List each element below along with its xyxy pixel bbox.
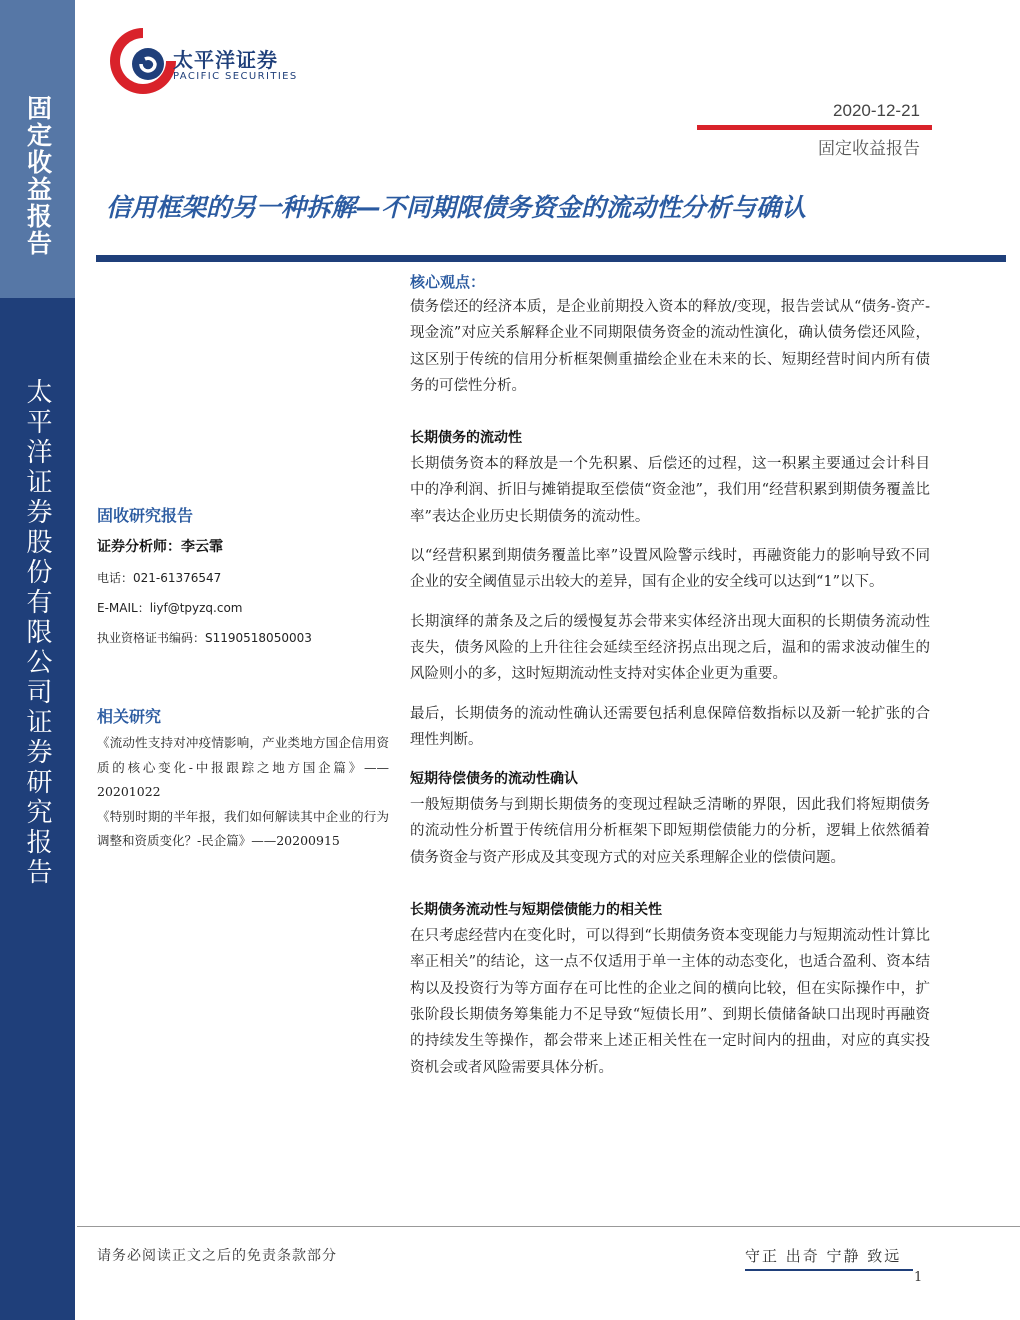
sidebar-report-label: 固定收益报告	[23, 95, 53, 257]
pacific-securities-logo-icon	[106, 24, 180, 98]
disclaimer-note: 请务必阅读正文之后的免责条款部分	[97, 1248, 337, 1264]
analyst-license: 执业资格证书编码：S1190518050003	[97, 631, 312, 645]
report-date: 2020-12-21	[833, 101, 920, 120]
report-type: 固定收益报告	[818, 139, 920, 159]
related-research	[97, 704, 389, 854]
brand-name-cn: 太平洋证券	[173, 48, 278, 72]
related-research-item[interactable]: 《流动性支持对冲疫情影响，产业类地方国企信用资质的核心变化-中报跟踪之地方国企篇》——20201022	[97, 735, 389, 799]
paragraph: 在只考虑经营内在变化时，可以得到“长期债务资本变现能力与短期流动性计算比率正相关”的结论，这一点不仅适用于单一主体的动态变化，也适合盈利、资本结构以及投资行为等方面存在可比性的企业之间的横向比较，但在实际操作中，扩张阶段长期债务筹集能力不足导致“短债长用”、到期长债储备缺口出现时再融资的持续发生等操作，都会带来上述正相关性在一定时间内的扭曲，对应的真实投资机会或者风险需要具体分析。	[410, 928, 930, 1076]
section-heading-correlation: 长期债务流动性与短期偿债能力的相关性	[410, 902, 662, 919]
red-divider	[697, 125, 932, 130]
core-view-heading: 核心观点：	[410, 273, 486, 291]
footer-divider	[77, 1226, 1020, 1227]
related-research-heading: 相关研究	[97, 707, 162, 726]
analyst-name: 证券分析师：李云霏	[97, 539, 223, 555]
paragraph: 以“经营积累到期债务覆盖比率”设置风险警示线时，再融资能力的影响导致不同企业的安全阈值显示出较大的差异，国有企业的安全线可以达到“1”以下。	[410, 548, 930, 591]
brand-name-en: PACIFIC SECURITIES	[173, 71, 298, 82]
fixed-income-heading: 固收研究报告	[97, 506, 194, 525]
section-heading-long-term: 长期债务的流动性	[410, 430, 522, 447]
analyst-block	[97, 503, 389, 646]
company-motto: 守正 出奇 宁静 致远	[745, 1247, 902, 1265]
section-heading-short-term: 短期待偿债务的流动性确认	[410, 771, 578, 788]
paragraph: 一般短期债务与到期长期债务的变现过程缺乏清晰的界限，因此我们将短期债务的流动性分析置于传统信用分析框架下即短期偿债能力的分析，逻辑上依然循着债务资金与资产形成及其变现方式的对应关系理解企业的偿债问题。	[410, 797, 930, 866]
core-intro-paragraph: 债务偿还的经济本质，是企业前期投入资本的释放/变现，报告尝试从“债务-资产-现金流”对应关系解释企业不同期限债务资金的流动性演化，确认债务偿还风险，这区别于传统的信用分析框架侧重描绘企业在未来的长、短期经营时间内所有债务的可偿性分析。	[410, 299, 930, 394]
paragraph: 长期债务资本的释放是一个先积累、后偿还的过程，这一积累主要通过会计科目中的净利润、折旧与摊销提取至偿债“资金池”，我们用“经营积累到期债务覆盖比率”表达企业历史长期债务的流动性。	[410, 456, 930, 525]
paragraph: 长期演绎的萧条及之后的缓慢复苏会带来实体经济出现大面积的长期债务流动性丧失，债务风险的上升往往会延续至经济拐点出现之后，温和的需求波动催生的风险则小的多，这时短期流动性支持对实体企业更为重要。	[410, 613, 930, 683]
related-research-item[interactable]: 《特别时期的半年报，我们如何解读其中企业的行为调整和资质变化？-民企篇》——20200915	[97, 808, 389, 848]
page-number: 1	[914, 1270, 923, 1285]
sidebar-company-label: 太平洋证券股份有限公司证券研究报告	[22, 378, 52, 888]
analyst-phone: 电话：021-61376547	[97, 571, 222, 585]
report-title: 信用框架的另一种拆解—不同期限债务资金的流动性分析与确认	[106, 193, 807, 222]
main-content	[410, 266, 930, 1081]
analyst-email: E-MAIL：liyf@tpyzq.com	[97, 601, 243, 615]
title-divider	[96, 255, 1006, 262]
motto-underline	[745, 1269, 913, 1271]
paragraph: 最后，长期债务的流动性确认还需要包括利息保障倍数指标以及新一轮扩张的合理性判断。	[410, 705, 930, 748]
